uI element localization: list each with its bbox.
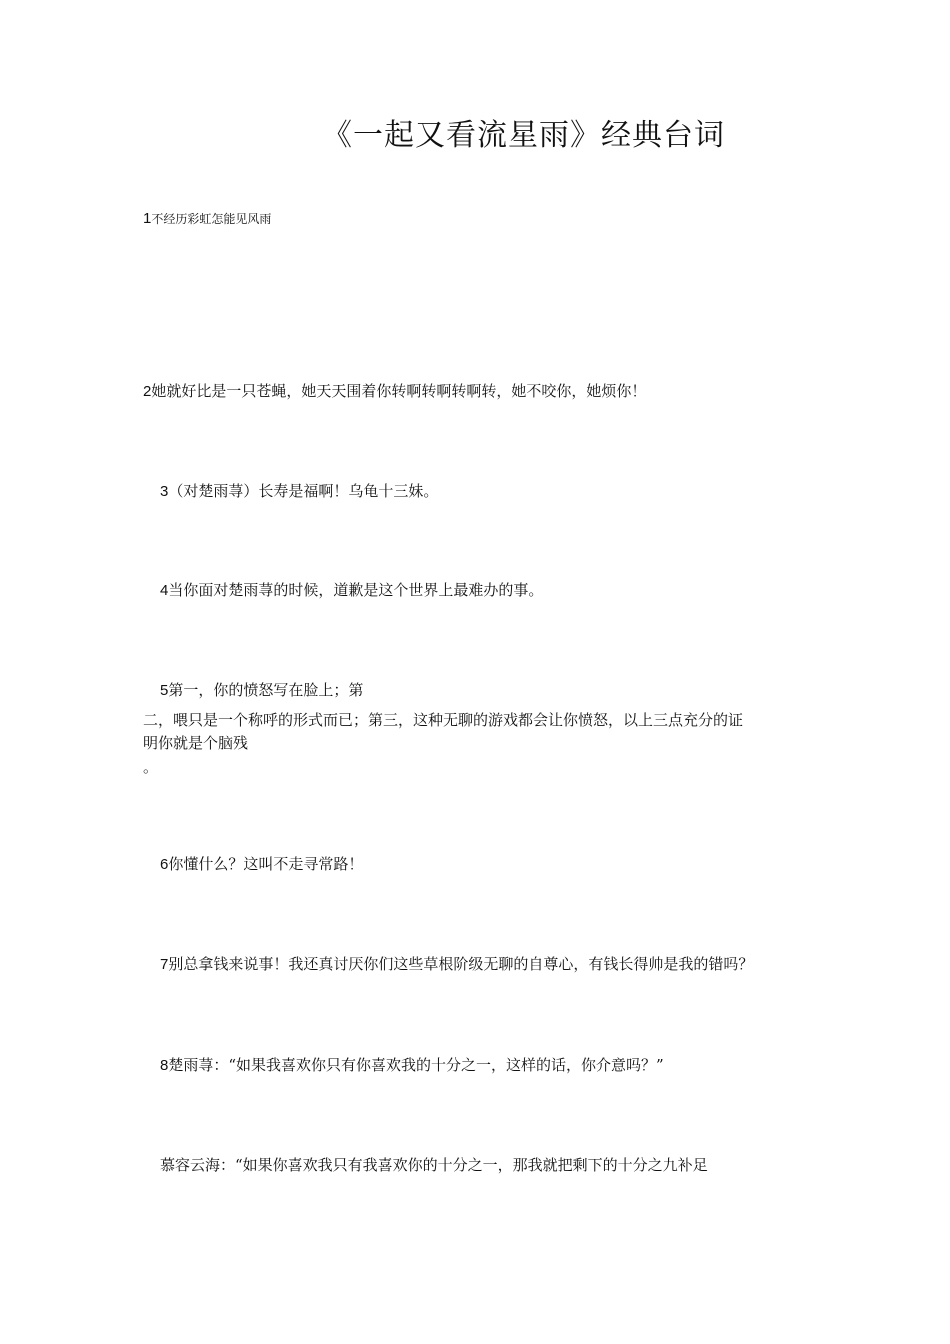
item-text: 你懂什么？这叫不走寻常路！ <box>168 855 364 873</box>
quote-item-7 <box>160 954 753 975</box>
item-text: 别总拿钱来说事！我还真讨厌你们这些草根阶级无聊的自尊心，有钱长得帅是我的错吗？ <box>168 955 754 973</box>
item-text: 当你面对楚雨荨的时候，道歉是这个世界上最难办的事。 <box>168 581 544 599</box>
quote-last-line: 慕容云海：“如果你喜欢我只有我喜欢你的十分之一，那我就把剩下的十分之九补足 <box>160 1156 708 1174</box>
item-text: 不经历彩虹怎能见风雨 <box>151 212 272 226</box>
quote-item-6 <box>160 854 363 875</box>
item-text: 她就好比是一只苍蝇，她天天围着你转啊转啊转啊转，她不咬你，她烦你！ <box>151 382 647 400</box>
item-number: 4 <box>160 582 169 599</box>
item-number: 3 <box>160 483 169 500</box>
item-number: 5 <box>160 682 169 699</box>
item-number: 1 <box>143 210 152 227</box>
item-number: 7 <box>160 956 169 973</box>
quote-item-1 <box>143 208 271 229</box>
quote-item-5-continuation: 二，喂只是一个称呼的形式而已；第三，这种无聊的游戏都会让你愤怒，以上三点充分的证 <box>143 711 744 729</box>
quote-item-5 <box>160 680 363 701</box>
item-text: 楚雨荨：“如果我喜欢你只有你喜欢我的十分之一，这样的话，你介意吗？” <box>168 1056 664 1074</box>
item-text: 第一，你的愤怒写在脸上；第 <box>168 681 364 699</box>
item-number: 6 <box>160 856 169 873</box>
quote-item-3 <box>160 481 438 502</box>
document-title: 《一起又看流星雨》经典台词 <box>322 118 725 153</box>
quote-item-5-continuation: 。 <box>143 758 159 776</box>
item-number: 8 <box>160 1057 169 1074</box>
quote-item-2 <box>143 381 646 402</box>
quote-item-8 <box>160 1055 664 1076</box>
quote-item-4 <box>160 580 543 601</box>
item-number: 2 <box>143 383 152 400</box>
item-text: （对楚雨荨）长寿是福啊！乌龟十三妹。 <box>168 482 439 500</box>
quote-item-5-continuation: 明你就是个脑残 <box>143 734 249 752</box>
